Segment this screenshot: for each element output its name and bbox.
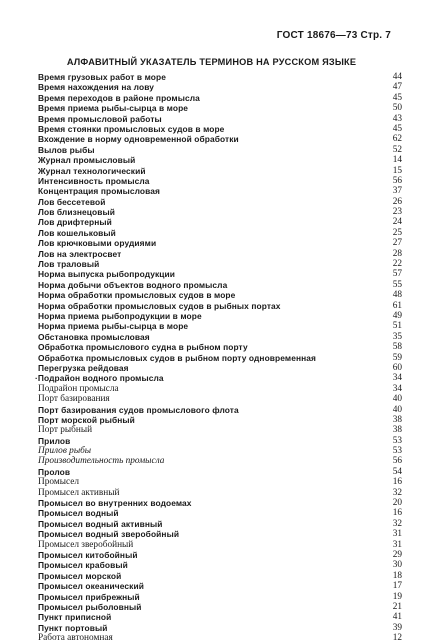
index-entry <box>38 155 402 165</box>
entry-page-number: 52 <box>392 144 402 155</box>
entry-page-number: 44 <box>392 72 402 82</box>
entry-term: Норма выпуска рыбопродукции <box>38 269 176 280</box>
entry-term: Перегрузка рейдовая <box>38 362 129 373</box>
entry-term: Норма обработки промысловых судов в море <box>38 290 236 301</box>
entry-page-number: 24 <box>392 217 402 228</box>
entry-page-number: 60 <box>392 362 402 373</box>
entry-term: Журнал промысловый <box>38 155 136 166</box>
entry-page-number: 12 <box>392 633 402 644</box>
entry-page-number: 38 <box>392 425 402 436</box>
index-entry <box>38 280 402 290</box>
entry-term: Промысел водный активный <box>38 518 163 529</box>
entry-term: Вылов рыбы <box>38 144 95 155</box>
page-header: ГОСТ 18676—73 Стр. 7 <box>276 30 391 41</box>
entry-page-number: 26 <box>392 196 402 207</box>
entry-term: Обработка промысловых судов в рыбном порту одновременная <box>38 352 317 363</box>
index-entry <box>38 249 402 259</box>
entry-term: Время приема рыбы-сырца в море <box>38 103 189 114</box>
entry-term: Промысел водный зверобойный <box>38 529 180 540</box>
entry-term: Промысел водный <box>38 508 119 519</box>
entry-page-number: 20 <box>392 498 402 509</box>
entry-page-number: 28 <box>392 248 402 259</box>
entry-page-number: 25 <box>392 227 402 238</box>
entry-term: Концентрация промысловая <box>38 186 161 197</box>
entry-term: Промысел китобойный <box>38 549 138 560</box>
index-entry <box>38 446 402 456</box>
entry-term: Лов близнецовый <box>38 207 115 218</box>
index-entry <box>38 342 402 352</box>
index-entry <box>38 508 402 518</box>
index-entry <box>38 623 402 633</box>
entry-page-number: 19 <box>392 591 402 602</box>
entry-page-number: 22 <box>392 259 402 270</box>
entry-page-number: 32 <box>392 487 402 498</box>
index-entry <box>38 238 402 248</box>
index-entry <box>38 103 402 113</box>
index-entry <box>38 550 402 560</box>
entry-term: Время переходов в районе промысла <box>38 92 200 103</box>
entry-term: Промысел активный <box>38 487 120 498</box>
index-entry <box>38 560 402 570</box>
index-entry <box>38 425 402 435</box>
entry-term: Обстановка промысловая <box>38 331 150 342</box>
index-entry <box>38 540 402 550</box>
entry-page-number: 27 <box>392 238 402 249</box>
index-entry <box>38 592 402 602</box>
index-entry <box>38 176 402 186</box>
entry-page-number: 43 <box>392 113 402 124</box>
entry-page-number: 59 <box>392 352 402 363</box>
entry-term: Норма добычи объектов водного промысла <box>38 279 228 290</box>
entry-term: Лов крючковыми орудиями <box>38 238 157 249</box>
index-entry <box>38 166 402 176</box>
entry-term: Лов бессетевой <box>38 196 106 207</box>
entry-term: Промысел зверобойный <box>38 539 134 550</box>
entry-term: Порт морской рыбный <box>38 414 135 425</box>
entry-term: Время стоянки промысловых судов в море <box>38 123 225 134</box>
entry-page-number: 49 <box>392 310 402 321</box>
entry-page-number: 51 <box>392 321 402 332</box>
index-entry <box>38 82 402 92</box>
entry-term: Подрайон промысла <box>38 383 119 394</box>
entry-page-number: 53 <box>392 435 402 446</box>
entry-term: Лов траловый <box>38 259 100 270</box>
index-entry <box>38 134 402 144</box>
index-entry <box>38 321 402 331</box>
entry-page-number: 53 <box>392 446 402 457</box>
entry-term: Промысел рыболовный <box>38 601 142 612</box>
index-entry <box>38 353 402 363</box>
entry-page-number: 55 <box>392 279 402 290</box>
entry-page-number: 29 <box>392 549 402 560</box>
index-entry <box>38 456 402 466</box>
entry-page-number: 57 <box>392 269 402 280</box>
index-entries <box>35 72 402 644</box>
index-entry <box>38 228 402 238</box>
entry-term: Прилов <box>38 435 71 446</box>
entry-term: Работа автономная <box>38 633 113 644</box>
index-entry <box>38 197 402 207</box>
entry-term: Промысел <box>38 477 79 488</box>
entry-page-number: 45 <box>392 123 402 134</box>
index-entry <box>38 114 402 124</box>
entry-term: Лов дрифтерный <box>38 217 112 228</box>
entry-page-number: 50 <box>392 103 402 114</box>
index-entry <box>38 477 402 487</box>
entry-term: Прилов рыбы <box>38 446 92 457</box>
entry-term: Порт рыбный <box>38 425 93 436</box>
index-entry <box>38 394 402 404</box>
entry-page-number: 15 <box>392 165 402 176</box>
entry-term: Лов кошельковый <box>38 227 116 238</box>
entry-page-number: 32 <box>392 518 402 529</box>
entry-page-number: 40 <box>392 404 402 415</box>
index-entry <box>38 93 402 103</box>
entry-term: Норма приема рыбопродукции в море <box>38 310 202 321</box>
entry-term: Производительность промысла <box>38 456 165 467</box>
entry-page-number: 61 <box>392 300 402 311</box>
entry-page-number: 16 <box>392 477 402 488</box>
entry-term: Пролов <box>38 466 71 477</box>
index-entry <box>38 186 402 196</box>
index-entry <box>38 467 402 477</box>
index-entry <box>38 269 402 279</box>
entry-page-number: 30 <box>392 560 402 571</box>
entry-term: Пункт портовый <box>38 622 108 633</box>
entry-term: Порт базирования судов промыслового флота <box>38 404 239 415</box>
entry-term: Интенсивность промысла <box>38 175 150 186</box>
entry-term: Промысел морской <box>38 570 122 581</box>
index-entry <box>38 529 402 539</box>
entry-term: Время нахождения на лову <box>38 82 154 93</box>
index-title: АЛФАВИТНЫЙ УКАЗАТЕЛЬ ТЕРМИНОВ НА РУССКОМ ЯЗЫКЕ <box>66 57 357 67</box>
entry-page-number: 38 <box>392 414 402 425</box>
entry-page-number: 37 <box>392 186 402 197</box>
entry-page-number: 62 <box>392 134 402 145</box>
entry-term: Лов на электросвет <box>38 248 122 259</box>
entry-page-number: 31 <box>392 529 402 540</box>
index-entry <box>38 290 402 300</box>
entry-page-number: 56 <box>392 175 402 186</box>
index-entry <box>38 581 402 591</box>
index-entry <box>38 311 402 321</box>
entry-term: Вхождение в норму одновременной обработки <box>38 134 239 145</box>
index-entry <box>38 384 402 394</box>
entry-term: Пункт приписной <box>38 612 112 623</box>
index-entry <box>38 498 402 508</box>
index-entry <box>38 145 402 155</box>
entry-page-number: 16 <box>392 508 402 519</box>
entry-page-number: 23 <box>392 207 402 218</box>
index-entry <box>38 217 402 227</box>
index-entry <box>38 436 402 446</box>
entry-page-number: 54 <box>392 466 402 477</box>
entry-page-number: 17 <box>392 581 402 592</box>
entry-page-number: 41 <box>392 612 402 623</box>
entry-term: Промысел океанический <box>38 581 144 592</box>
entry-page-number: 56 <box>392 456 402 467</box>
entry-page-number: 34 <box>392 373 402 384</box>
entry-page-number: 31 <box>392 539 402 550</box>
index-entry <box>38 519 402 529</box>
entry-term: Промысел прибрежный <box>38 591 140 602</box>
entry-page-number: 14 <box>392 155 402 166</box>
entry-page-number: 21 <box>392 601 402 612</box>
index-entry <box>35 373 402 384</box>
entry-term: Промысел крабовый <box>38 560 128 571</box>
index-entry <box>38 301 402 311</box>
entry-page-number: 18 <box>392 570 402 581</box>
index-entry <box>38 363 402 373</box>
index-entry <box>38 72 402 82</box>
entry-term: Норма обработки промысловых судов в рыбных портах <box>38 300 281 311</box>
index-entry <box>38 602 402 612</box>
index-entry <box>38 405 402 415</box>
entry-term: Обработка промыслового судна в рыбном порту <box>38 342 248 353</box>
index-entry <box>38 612 402 622</box>
index-entry <box>38 259 402 269</box>
entry-term: Промысел во внутренних водоемах <box>38 498 192 509</box>
index-entry <box>38 415 402 425</box>
entry-page-number: 58 <box>392 342 402 353</box>
index-entry <box>38 571 402 581</box>
entry-page-number: 45 <box>392 92 402 103</box>
entry-term: Порт базирования <box>38 394 110 405</box>
index-entry <box>38 207 402 217</box>
entry-page-number: 48 <box>392 290 402 301</box>
entry-term: Журнал технологический <box>38 165 146 176</box>
entry-page-number: 34 <box>392 383 402 394</box>
index-entry <box>38 488 402 498</box>
entry-term: ·Подрайон водного промысла <box>35 373 164 384</box>
entry-term: Норма приема рыбы-сырца в море <box>38 321 189 332</box>
entry-page-number: 40 <box>392 394 402 405</box>
entry-page-number: 47 <box>392 82 402 93</box>
entry-page-number: 39 <box>392 622 402 633</box>
index-entry <box>38 332 402 342</box>
entry-term: Время промысловой работы <box>38 113 162 124</box>
entry-page-number: 35 <box>392 331 402 342</box>
index-entry <box>38 124 402 134</box>
entry-term: Время грузовых работ в море <box>38 72 166 82</box>
